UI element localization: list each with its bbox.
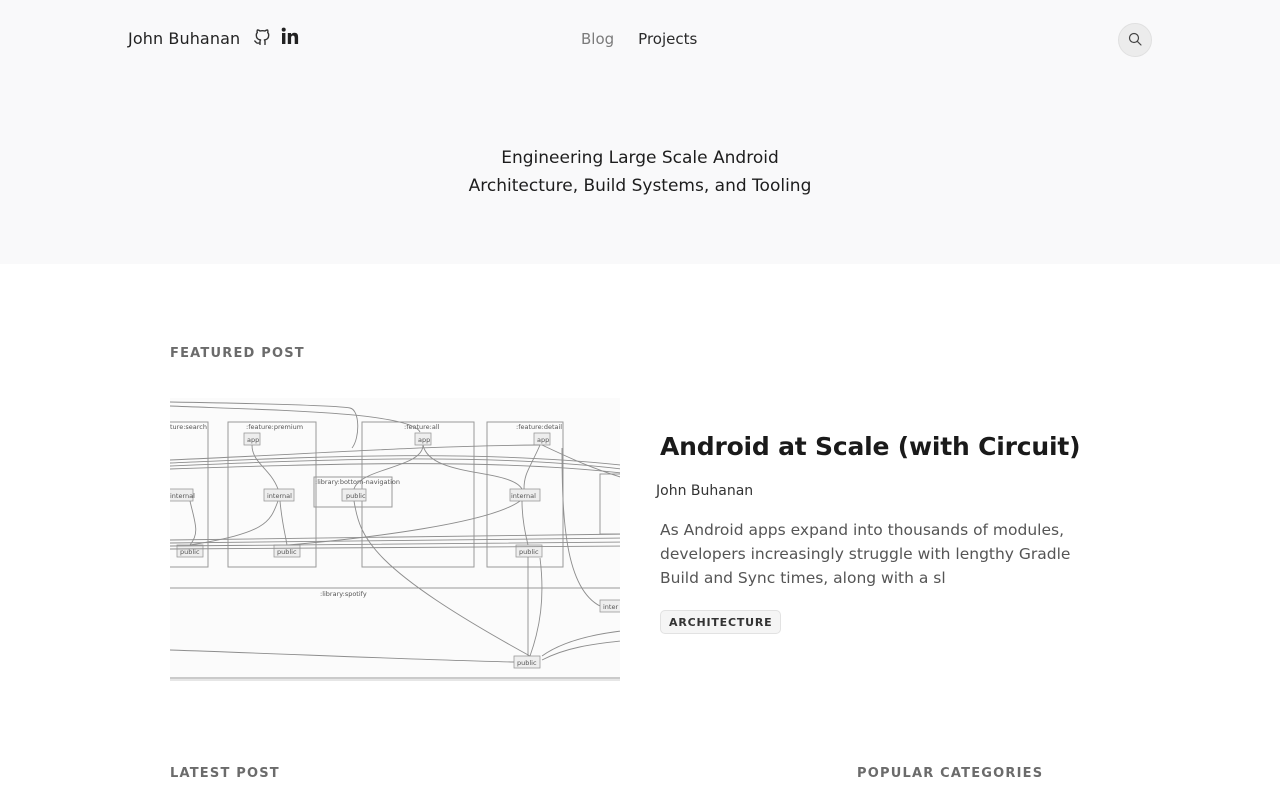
svg-text::feature:detail: :feature:detail xyxy=(516,423,563,431)
tagline-line-1: Engineering Large Scale Android xyxy=(501,148,779,168)
svg-text:public: public xyxy=(277,548,297,556)
linkedin-link[interactable] xyxy=(281,27,299,49)
svg-text:internal: internal xyxy=(511,492,536,500)
svg-text:inter: inter xyxy=(603,603,619,611)
svg-text:app: app xyxy=(537,436,550,444)
svg-text:public: public xyxy=(346,492,366,500)
latest-post-label: LATEST POST xyxy=(170,766,280,781)
featured-post-title[interactable]: Android at Scale (with Circuit) xyxy=(660,432,1081,461)
search-button[interactable] xyxy=(1118,23,1152,57)
main-nav xyxy=(581,30,697,48)
category-tag-architecture[interactable]: ARCHITECTURE xyxy=(660,610,781,634)
site-name-link[interactable]: John Buhanan xyxy=(128,29,241,48)
site-tagline xyxy=(380,144,900,200)
popular-categories-label: POPULAR CATEGORIES xyxy=(857,766,1044,781)
svg-text::library:spotify: :library:spotify xyxy=(320,590,367,598)
github-icon xyxy=(254,27,270,49)
nav-projects-link[interactable]: Projects xyxy=(638,30,698,48)
featured-post-excerpt: As Android apps expand into thousands of modules, developers increasingly struggle with lengthy Gradle Build and Sync times, along with a sl xyxy=(660,521,1071,587)
svg-text:internal: internal xyxy=(267,492,292,500)
svg-text:app: app xyxy=(418,436,431,444)
search-icon xyxy=(1128,31,1142,50)
featured-post-label: FEATURED POST xyxy=(170,346,305,361)
svg-text:app: app xyxy=(247,436,260,444)
svg-text::feature:all: :feature:all xyxy=(404,423,440,431)
github-link[interactable] xyxy=(254,27,270,49)
svg-text:internal: internal xyxy=(170,492,195,500)
svg-text:public: public xyxy=(519,548,539,556)
svg-text:public: public xyxy=(180,548,200,556)
nav-blog-link[interactable]: Blog xyxy=(581,30,615,48)
svg-text:ture:search: ture:search xyxy=(170,423,207,431)
svg-text:public: public xyxy=(517,659,537,667)
svg-text::library:bottom-navigation: :library:bottom-navigation xyxy=(315,478,400,486)
featured-post-image[interactable] xyxy=(170,398,620,681)
linkedin-icon xyxy=(281,27,299,49)
tagline-line-2: Architecture, Build Systems, and Tooling xyxy=(468,176,812,196)
featured-post-author: John Buhanan xyxy=(656,483,754,499)
svg-text::feature:premium: :feature:premium xyxy=(246,423,304,431)
